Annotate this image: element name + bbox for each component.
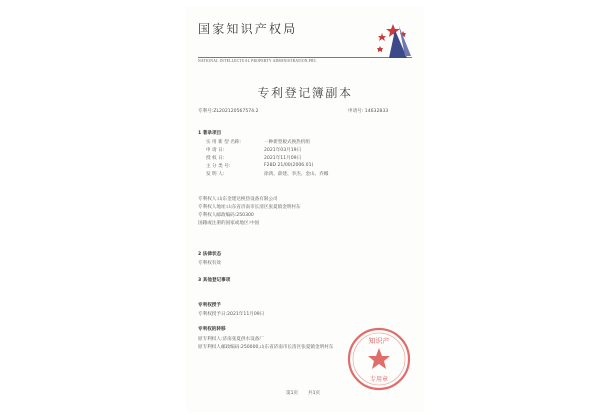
bib-row-value: 徐鸿、薛建、李杰、金山、乔娜	[264, 172, 329, 177]
office-name-en: NATIONAL INTELLECTUAL PROPERTY ADMINISTRATION,PRC	[198, 59, 317, 63]
bib-row-value: 2021年11月09日	[264, 156, 302, 161]
owner-address: 专利权人地址:山东省济南市长清区张夏镇金明村东	[198, 205, 301, 210]
svg-text:专用章: 专用章	[369, 376, 389, 383]
legal-status-value: 专利权有效	[198, 261, 221, 266]
grant-date: 专利权授予日:2021年11月09日	[198, 312, 265, 317]
bib-row-value: 2021年03月19日	[264, 148, 302, 153]
bib-row-value: F28D 21/00(2006.01)	[264, 163, 314, 168]
bib-row-label: 实 用 新 型 名称:	[206, 140, 241, 145]
patent-number: 专利号:ZL202120567574.2	[198, 109, 259, 114]
owner-postcode: 专利权人邮政编码:250300	[198, 213, 254, 218]
page-number: 第1页	[286, 391, 299, 396]
bib-row-label: 主 分 类 号:	[206, 164, 231, 169]
owner-nationality: 国籍或注册的国家或地区:中国	[198, 221, 260, 226]
transfer-former-owner: 原专利权人:济南张夏供水设备厂	[198, 337, 264, 342]
page-total: 共1页	[308, 391, 321, 396]
grant-heading: 专利权授予	[198, 303, 221, 308]
transfer-heading: 专利权的转移	[198, 327, 226, 332]
official-seal-icon	[346, 326, 412, 392]
bib-row-value: 一种新型板式换热机组	[264, 140, 310, 145]
legal-status-heading: 2 法律状态	[198, 252, 222, 257]
other-items-heading: 3 其他登记事项	[198, 278, 231, 283]
cnipa-logo-icon	[371, 20, 415, 62]
bib-row-label: 申 请 日:	[206, 148, 225, 153]
transfer-former-postcode: 原专利权人邮政编码:250000,山东省济南市长清区张夏镇金明村东	[198, 345, 334, 350]
bib-row-label: 发 明 人:	[206, 172, 225, 177]
document-title: 专利登记簿副本	[257, 86, 353, 100]
application-number: 申请号: 14632833	[348, 109, 389, 114]
certificate-document	[186, 6, 424, 412]
svg-text:知识产: 知识产	[368, 337, 390, 345]
bib-row-label: 授 权 日:	[206, 156, 225, 161]
bibliographic-heading: 1 著录项目	[198, 131, 222, 136]
owner-name: 专利权人:山东金建达换热设备有限公司	[198, 197, 278, 202]
office-name-cn: 国家知识产权局	[198, 22, 298, 36]
